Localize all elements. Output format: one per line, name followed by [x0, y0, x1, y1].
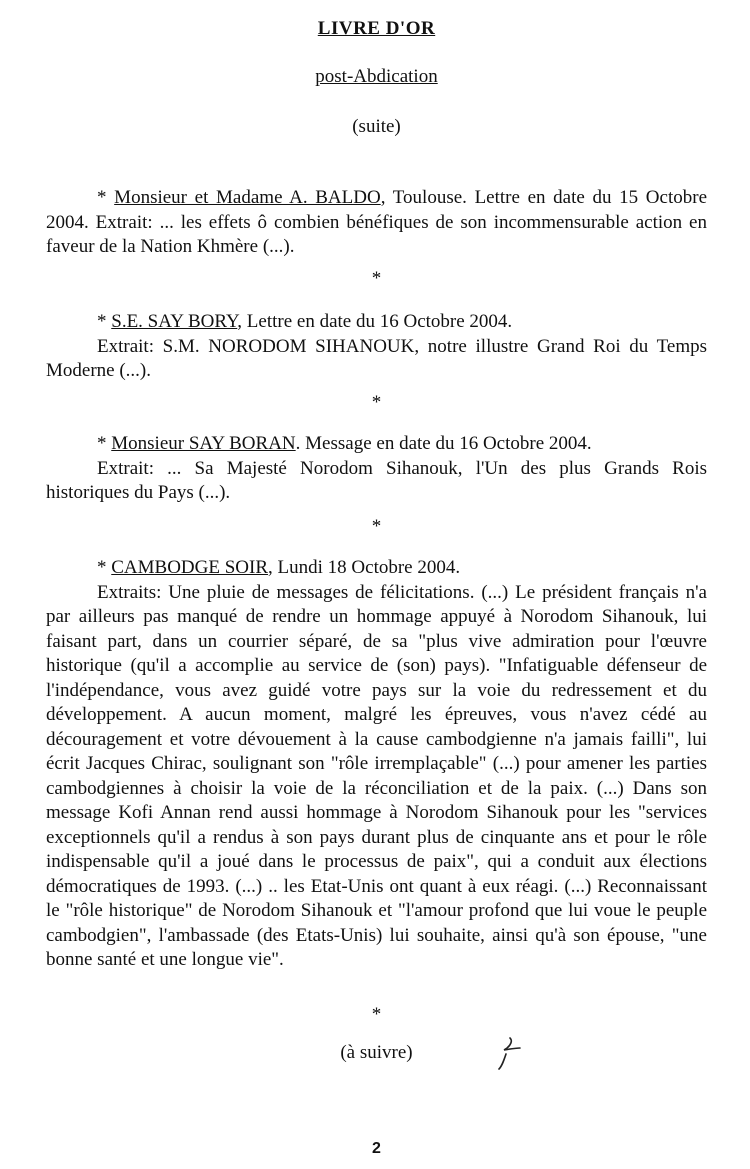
entry-text: , Lundi 18 Octobre 2004.	[268, 557, 461, 578]
entry-baldo	[46, 186, 707, 260]
entry-say-boran	[46, 432, 707, 506]
entry-text: , Lettre en date du 16 Octobre 2004.	[237, 311, 513, 332]
continuation-note: (à suivre)	[340, 1042, 413, 1063]
page-subtitle: post-Abdication	[315, 66, 438, 87]
entry-name: S.E. SAY BORY	[111, 311, 238, 332]
entry-bullet: *	[97, 557, 112, 578]
entry-text: . Message en date du 16 Octobre 2004.	[295, 433, 592, 454]
entry-extract: Extrait: S.M. NORODOM SIHANOUK, notre illustre Grand Roi du Temps Moderne (...).	[46, 335, 707, 381]
separator-star: *	[371, 516, 382, 537]
suite-label: (suite)	[352, 116, 401, 137]
handwritten-initial-mark	[494, 1036, 524, 1070]
document-page	[46, 0, 707, 1169]
entry-cambodge-soir	[46, 556, 707, 973]
entry-extract: Extraits: Une pluie de messages de félicitations. (...) Le président français n'a par ailleurs pas manqué de rendre un hommage appuyé à Norodom Sihanouk, lui faisant part, dans un courrier séparé, de sa "plus vive admiration pour l'œuvre historique (qu'il a accomplie au service de (son) pays). "Infatiguable défenseur de l'indépendance, vous avez guidé votre pays sur la voie du redressement et du développement. A aucun moment, malgré les épreuves, vous n'avez cédé au découragement et votre dévouement à la cause cambodgienne n'a jamais failli", lui écrit Jacques Chirac, soulignant son "rôle irremplaçable" (...) pour amener les parties cambodgiennes à choisir la voie de la réconciliation et de la paix. (...) Dans son message Kofi Annan rend aussi hommage à Norodom Sihanouk pour les "services exceptionnels qu'il a rendus à son pays durant plus de cinquante ans et pour le rôle indispensable qu'il a joué dans le processus de paix", qui a conduit aux élections démocratiques de 1993. (...) .. les Etat-Unis ont quant à eux réagi. (...) Reconnaissant le "rôle historique" de Norodom Sihanouk et "l'amour profond que lui voue le peuple cambodgien", l'ambassade (des Etats-Unis) lui souhaite, ainsi qu'à son épouse, "une bonne santé et une longue vie".	[46, 581, 707, 970]
separator-star: *	[371, 1004, 382, 1025]
entry-say-bory	[46, 310, 707, 384]
entry-bullet: *	[97, 433, 112, 454]
page-title: LIVRE D'OR	[317, 18, 436, 39]
entry-bullet: *	[97, 187, 115, 208]
separator-star: *	[371, 392, 382, 413]
entry-text: , Toulouse. Lettre en date du 15 Octobre 2004. Extrait: ... les effets ô combien bénéfiques de son incommensurable action en faveur de la Nation Khmère (...).	[46, 187, 708, 257]
entry-bullet: *	[97, 311, 112, 332]
entry-name: CAMBODGE SOIR	[111, 557, 269, 578]
entry-name: Monsieur SAY BORAN	[111, 433, 296, 454]
entry-extract: Extrait: ... Sa Majesté Norodom Sihanouk, l'Un des plus Grands Rois historiques du Pays (...).	[46, 457, 707, 503]
entry-name: Monsieur et Madame A. BALDO	[114, 187, 381, 208]
page-number: 2	[372, 1140, 381, 1157]
separator-star: *	[371, 268, 382, 289]
